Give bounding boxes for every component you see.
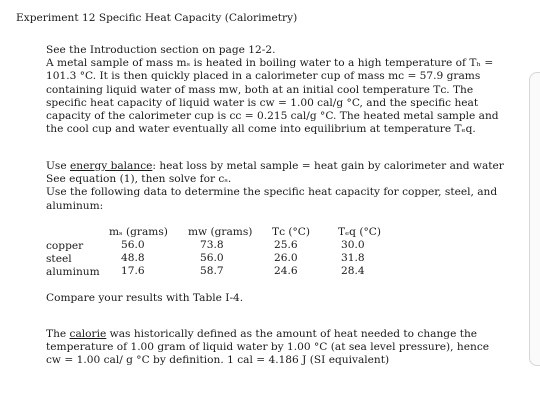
instruction-prefix: Use [46,160,71,172]
instruction-line: aluminum: [46,199,104,212]
ms-column [109,226,168,278]
column-header: Tₑq (°C) [338,226,381,238]
calorie-line: cᴡ = 1.00 cal/ g °C by definition. 1 cal = 4.186 J (SI equivalent) [46,354,390,367]
intro-line: capacity of the calorimeter cup is cᴄ = 0.215 cal/g °C. The heated metal sample and [46,110,499,123]
table-cell: 26.0 [274,252,298,264]
page-title: Experiment 12 Specific Heat Capacity (Calorimetry) [16,12,298,24]
table-cell: 73.8 [200,239,224,251]
calorie-line: temperature of 1.00 gram of liquid water by 1.00 °C (at sea level pressure), hence [46,341,490,354]
column-header: mₛ (grams) [109,226,168,238]
side-panel-edge [529,72,540,366]
intro-line: See the Introduction section on page 12-2. [46,44,276,56]
instruction-rest: : heat loss by metal sample = heat gain by calorimeter and water [152,160,504,172]
instruction-line: See equation (1), then solve for cₛ. [46,173,232,186]
table-cell: 56.0 [200,252,224,264]
material-cell: aluminum [46,266,100,278]
column-header: mᴡ (grams) [188,226,253,238]
intro-line: A metal sample of mass mₛ is heated in boiling water to a high temperature of Tₕ = [46,57,494,70]
energy-balance-link[interactable]: energy balance [70,160,153,172]
table-cell: 30.0 [341,239,365,251]
mw-column [188,226,252,278]
material-column [46,240,100,279]
table-cell: 28.4 [341,265,365,277]
table-cell: 17.6 [121,265,145,277]
instruction-line [46,160,504,173]
intro-paragraph [46,44,499,136]
instructions-paragraph [46,160,504,213]
intro-line: the cool cup and water eventually all come into equilibrium at temperature Tₑq. [46,123,476,136]
table-cell: 48.8 [121,252,145,264]
calorie-rest: was historically defined as the amount of heat needed to change the [106,328,478,340]
compare-text: Compare your results with Table I-4. [46,292,244,304]
intro-line: specific heat capacity of liquid water is cᴡ = 1.00 cal/g °C, and the specific heat [46,96,479,109]
table-cell: 56.0 [121,239,145,251]
table-cell: 31.8 [341,252,365,264]
calorie-line [46,328,489,341]
calorie-link[interactable]: calorie [69,328,107,340]
table-cell: 58.7 [200,265,224,277]
table-cell: 24.6 [274,265,298,277]
tc-column [272,226,310,278]
instruction-line: Use the following data to determine the specific heat capacity for copper, steel, and [46,186,498,199]
teq-column [338,226,381,278]
intro-line: containing liquid water of mass mᴡ, both at an initial cool temperature Tᴄ. The [46,83,474,96]
intro-line: 101.3 °C. It is then quickly placed in a calorimeter cup of mass mᴄ = 57.9 grams [46,70,481,83]
material-cell: steel [46,253,72,265]
material-cell: copper [46,240,84,252]
calorie-paragraph [46,328,489,368]
table-cell: 25.6 [274,239,298,251]
calorie-prefix: The [46,328,70,340]
column-header: Tᴄ (°C) [272,226,311,238]
